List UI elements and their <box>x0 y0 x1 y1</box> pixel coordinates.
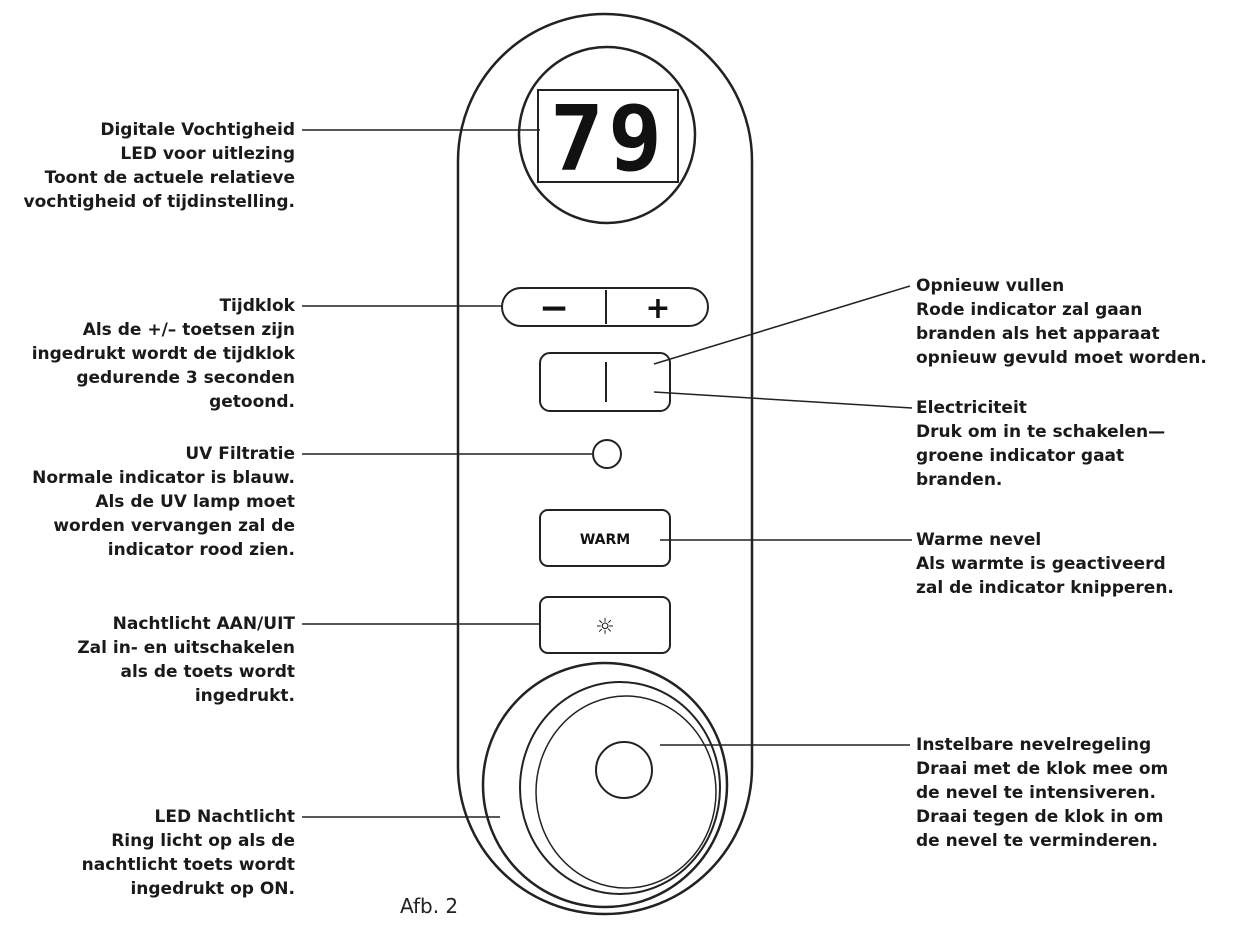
minus-label: − <box>538 288 570 329</box>
plus-label: + <box>645 291 671 326</box>
label-refill: Opnieuw vullen Rode indicator zal gaan branden als het apparaat opnieuw gevuld moet worden. <box>916 276 1207 368</box>
figure-caption: Afb. 2 <box>400 894 459 918</box>
label-led-ring: LED Nachtlicht Ring licht op als de nachtlicht toets wordt ingedrukt op ON. <box>81 807 295 899</box>
label-nightlight: Nachtlicht AAN/UIT Zal in- en uitschakelen als de toets wordt ingedrukt. <box>77 614 295 706</box>
label-power: Electriciteit Druk om in te schakelen— groene indicator gaat branden. <box>916 398 1166 490</box>
warm-label: WARM <box>579 532 631 548</box>
label-mist: Instelbare nevelregeling Draai met de klok mee om de nevel te intensiveren. Draai tegen de klok in om de nevel te verminderen. <box>916 735 1169 851</box>
label-warm: Warme nevel Als warmte is geactiveerd zal de indicator knipperen. <box>916 530 1174 598</box>
label-uv: UV Filtratie Normale indicator is blauw. Als de UV lamp moet worden vervangen zal de indicator rood zien. <box>32 444 295 560</box>
label-timer: Tijdklok Als de +/– toetsen zijn ingedrukt wordt de tijdklok gedurende 3 seconden getoond. <box>31 296 295 412</box>
sun-icon: ☼ <box>595 615 615 640</box>
label-humidity: Digitale Vochtigheid LED voor uitlezing Toont de actuele relatieve vochtigheid of tijdinstelling. <box>23 120 295 212</box>
humidity-reading: 79 <box>549 87 667 192</box>
uv-indicator <box>593 440 621 468</box>
mist-knob-center <box>596 742 652 798</box>
